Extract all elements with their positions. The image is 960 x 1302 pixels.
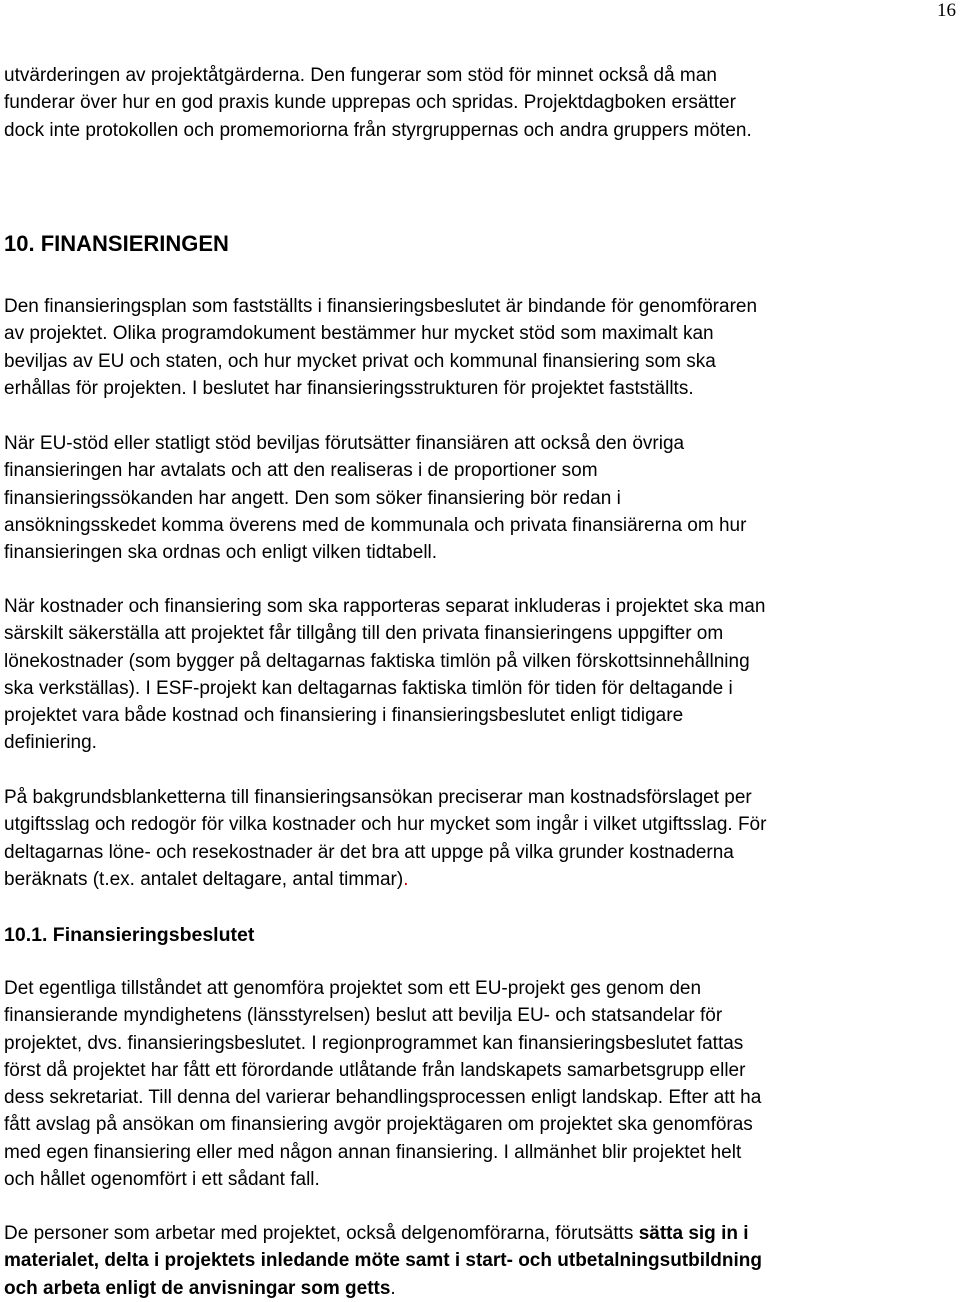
paragraph-finance-plan <box>4 293 958 402</box>
text-line: utvärderingen av projektåtgärderna. Den fungerar som stöd för minnet också då man <box>4 65 717 86</box>
text-line: dock inte protokollen och promemoriorna från styrgruppernas och andra gruppers möten. <box>4 119 752 141</box>
text-fragment: beräknats (t.ex. antalet deltagare, antal timmar) <box>4 868 404 890</box>
text-fragment: De personer som arbetar med projektet, också delgenomförarna, förutsätts <box>4 1223 639 1244</box>
text-line: utgiftsslag och redogör för vilka kostnader och hur mycket som ingår i vilket utgiftsslag. För <box>4 814 767 836</box>
text-line: fått avslag på ansökan om finansiering avgör projektägaren om projektet ska genomföras <box>4 1114 753 1136</box>
text-line <box>4 1275 958 1302</box>
text-line: Det egentliga tillståndet att genomföra projektet som ett EU-projekt ges genom den <box>4 978 702 999</box>
text-line <box>4 1220 958 1247</box>
subsection-heading: 10.1. Finansieringsbeslutet <box>4 924 255 946</box>
text-line: deltagarnas löne- och resekostnader är det bra att uppge på vilka grunder kostnaderna <box>4 841 734 863</box>
text-line: dess sekretariat. Till denna del varierar behandlingsprocessen enligt landskap. Efter att ha <box>4 1087 762 1109</box>
text-line: projektet, dvs. finansieringsbeslutet. I regionprogrammet kan finansieringsbeslutet fattas <box>4 1032 744 1054</box>
text-line: finansieringen har avtalats och att den realiseras i de proportioner som <box>4 460 598 482</box>
page-number: 16 <box>937 0 956 21</box>
text-line: först då projektet har fått ett förordande utlåtande från landskapets samarbetsgrupp eller <box>4 1059 746 1081</box>
text-line: finansierande myndighetens (länsstyrelsen) beslut att bevilja EU- och statsandelar för <box>4 1005 723 1027</box>
bold-text: materialet, delta i projektets inledande möte samt i start- och utbetalningsutbildning <box>4 1250 763 1272</box>
text-line: finansieringssökanden har angett. Den som söker finansiering bör redan i <box>4 487 621 509</box>
text-line: När EU-stöd eller statligt stöd beviljas förutsätter finansiären att också den övriga <box>4 433 685 454</box>
bold-text: sätta sig in i <box>638 1223 749 1244</box>
text-line: med egen finansiering eller med någon annan finansiering. I allmänhet blir projektet helt <box>4 1141 742 1163</box>
text-line: På bakgrundsblanketterna till finansieringsansökan preciserar man kostnadsförslaget per <box>4 787 752 808</box>
section-heading: 10. FINANSIERINGEN <box>4 231 229 256</box>
paragraph-background-forms <box>4 784 958 893</box>
text-line: särskilt säkerställa att projektet får tillgång till den privata finansieringens uppgifter om <box>4 623 724 645</box>
text-line <box>4 1247 958 1274</box>
bold-text: och arbeta enligt de anvisningar som getts <box>4 1277 391 1299</box>
paragraph-personnel <box>4 1220 958 1302</box>
text-line <box>4 866 958 893</box>
paragraph-eu-support <box>4 430 958 566</box>
text-fragment: . <box>390 1277 396 1299</box>
intro-paragraph <box>4 62 958 144</box>
text-line: och hållet ogenomfört i ett sådant fall. <box>4 1169 320 1191</box>
text-line: När kostnader och finansiering som ska rapporteras separat inkluderas i projektet ska man <box>4 596 766 617</box>
text-line: Den finansieringsplan som fastställts i finansieringsbeslutet är bindande för genomföraren <box>4 296 758 317</box>
paragraph-costs-reporting <box>4 593 958 757</box>
text-line: av projektet. Olika programdokument bestämmer hur mycket stöd som maximalt kan <box>4 323 714 345</box>
paragraph-finance-decision <box>4 975 958 1193</box>
text-line: ansökningsskedet komma överens med de kommunala och privata finansiärerna om hur <box>4 514 747 536</box>
red-period: . <box>403 868 409 890</box>
text-line: erhållas för projekten. I beslutet har finansieringsstrukturen för projektet fastställts. <box>4 377 694 399</box>
text-line: funderar över hur en god praxis kunde upprepas och spridas. Projektdagboken ersätter <box>4 92 736 114</box>
text-line: definiering. <box>4 732 97 754</box>
text-line: lönekostnader (som bygger på deltagarnas faktiska timlön på vilken förskottsinnehållning <box>4 650 750 672</box>
text-line: projektet vara både kostnad och finansiering i finansieringsbeslutet enligt tidigare <box>4 705 684 727</box>
text-line: beviljas av EU och staten, och hur mycket privat och kommunal finansiering som ska <box>4 350 716 372</box>
text-line: ska verkställas). I ESF-projekt kan deltagarnas faktiska timlön för tiden för deltagande i <box>4 677 733 699</box>
text-line: finansieringen ska ordnas och enligt vilken tidtabell. <box>4 542 438 564</box>
